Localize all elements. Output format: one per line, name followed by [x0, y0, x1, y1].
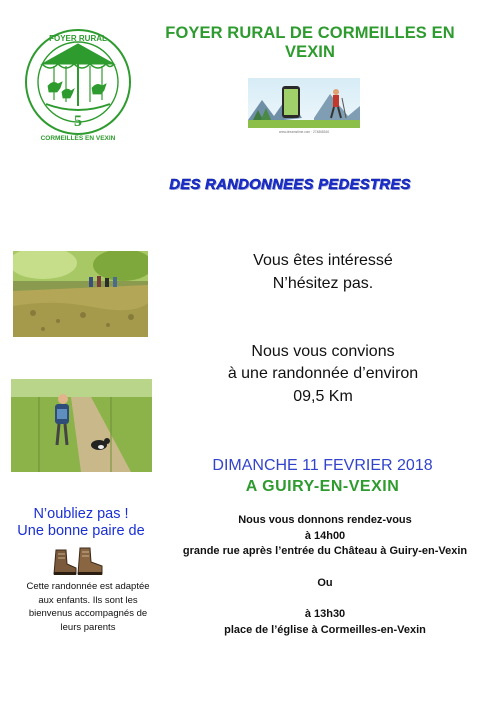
meeting-or: Ou [317, 577, 333, 589]
meeting-place-2: place de l’église à Cormeilles-en-Vexin [224, 624, 426, 636]
invitation-line-2: N’hésitez pas. [272, 275, 374, 292]
meeting-time-2: à 13h30 [304, 608, 346, 620]
reminder-text [6, 506, 156, 540]
meeting-intro: Nous vous donnons rendez-vous [238, 514, 412, 526]
children-note [6, 580, 170, 634]
event-place: A GUIRY-EN-VEXIN [245, 478, 400, 495]
reminder-line-2: Une bonne paire de [17, 523, 145, 539]
invitation-line-5: 09,5 Km [293, 388, 353, 405]
invitation-line-3: Nous vous convions [251, 343, 395, 360]
logo-center-glyph: 5 [74, 113, 82, 130]
note-line-3: bienvenus accompagnés de [28, 608, 148, 619]
child-hiking-photo [11, 379, 152, 472]
page-title: FOYER RURAL DE CORMEILLES EN VEXIN [165, 24, 455, 61]
foyer-rural-logo [22, 22, 134, 146]
event-subject: DES RANDONNEES PEDESTRES [169, 176, 411, 193]
poster-caption: www.dreamstime.com · 274868346 [279, 130, 329, 134]
event-date: DIMANCHE 11 FEVRIER 2018 [212, 457, 433, 474]
hiking-boots-image [52, 546, 106, 578]
forest-river-photo [13, 251, 148, 337]
logo-top-text: FOYER RURAL [49, 34, 107, 43]
invitation-line-1: Vous êtes intéressé [253, 252, 393, 269]
note-line-4: leurs parents [60, 621, 116, 633]
note-line-1: Cette randonnée est adaptée [26, 581, 150, 592]
note-line-2: aux enfants. Ils sont les [38, 594, 138, 606]
hiking-poster-image [248, 78, 360, 134]
reminder-line-1: N’oubliez pas ! [33, 506, 129, 522]
meeting-time-1: à 14h00 [304, 530, 346, 542]
logo-bottom-text: CORMEILLES EN VEXIN [40, 135, 116, 142]
meeting-place-1: grande rue après l’entrée du Château à Guiry-en-Vexin [182, 545, 468, 557]
invitation-line-4: à une randonnée d’environ [227, 365, 419, 382]
